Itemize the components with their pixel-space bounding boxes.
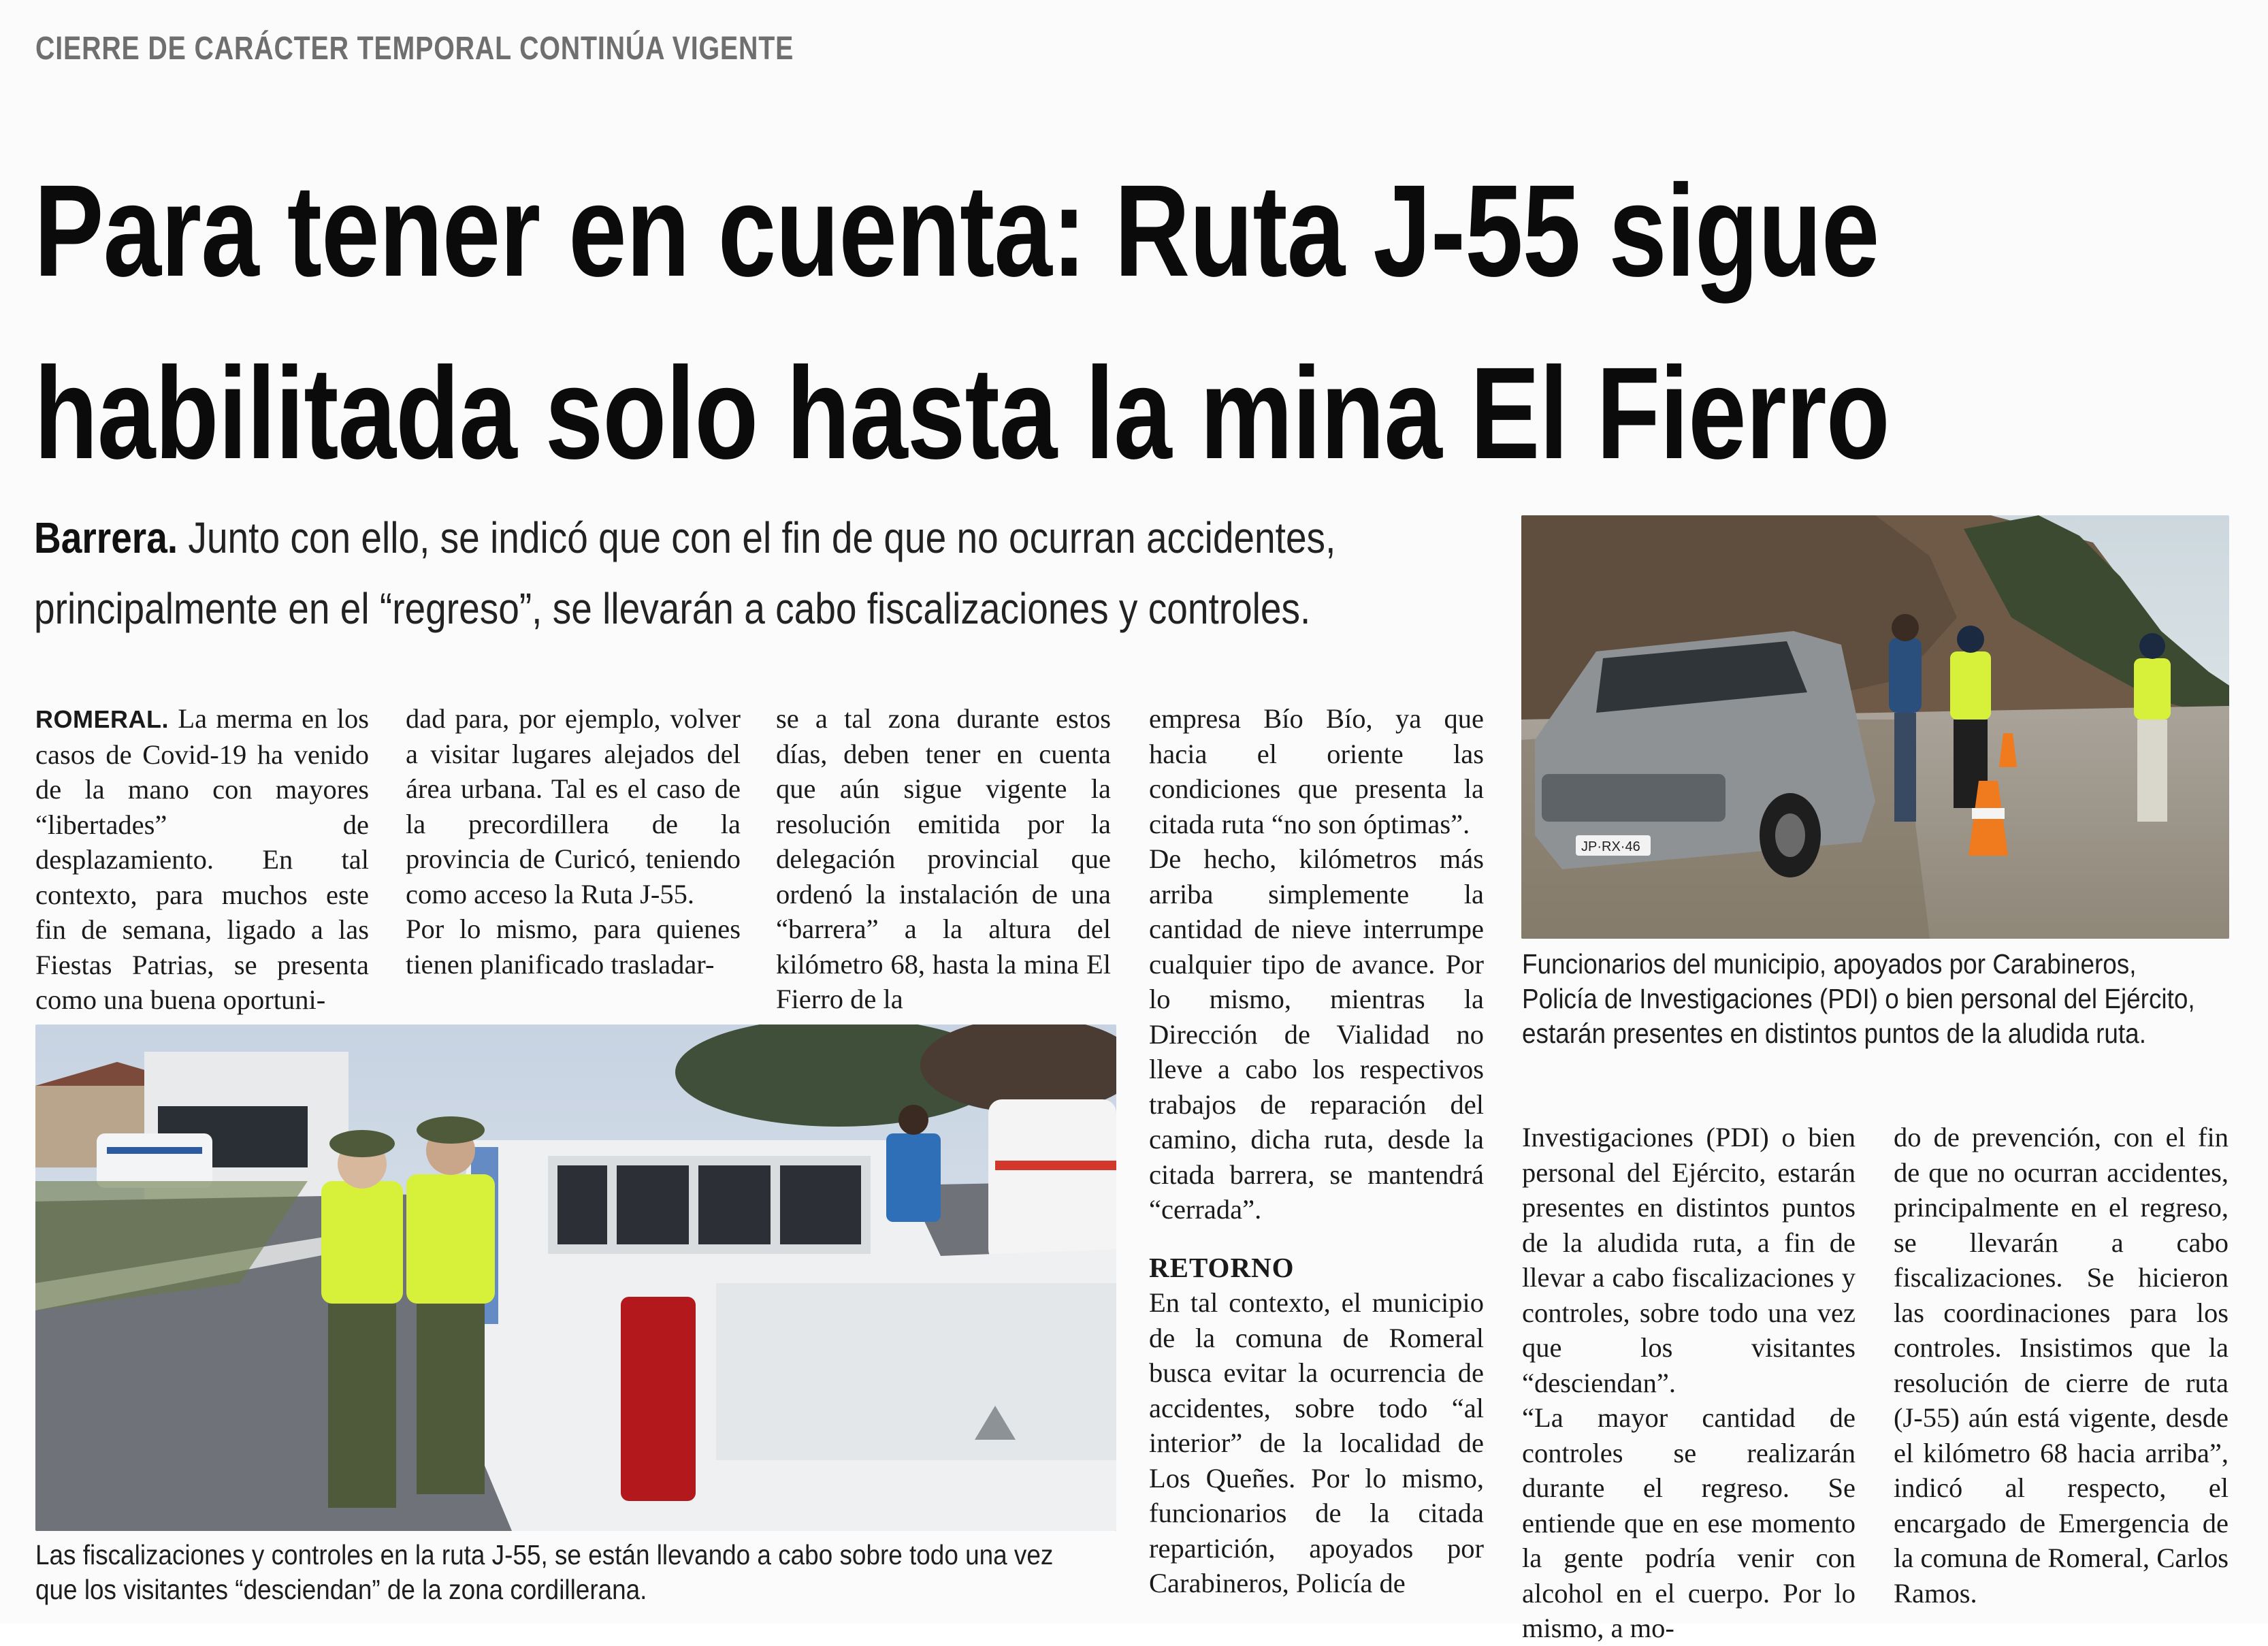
- dateline: ROMERAL.: [35, 705, 169, 733]
- subhead-retorno: RETORNO: [1149, 1251, 1295, 1283]
- column-4-paragraph-2: De hecho, kilómetros más arriba simplemente la cantidad de nieve interrumpe cualquier tipo de avance. Por lo mismo, mientras la Dirección de Vialidad no lleve a cabo los respectivos trabajos de reparación del camino, dicha ruta, desde la citada barrera, se mantendrá “cerrada”.: [1149, 843, 1484, 1225]
- column-4-paragraph-1: empresa Bío Bío, ya que hacia el oriente las condiciones que presenta la citada ruta “no son óptimas”.: [1149, 703, 1484, 839]
- column-1-text: La merma en los casos de Covid-19 ha venido de la mano con mayores “libertades” de desplazamiento. En tal contexto, para muchos este fin de semana, ligado a las Fiestas Patrias, se presenta como una buena oportuni-: [35, 703, 369, 1015]
- caption-left: Las fiscalizaciones y controles en la ruta J-55, se están llevando a cabo sobre todo una vez que los visitantes “desciendan” de la zona cordillerana.: [35, 1539, 1054, 1605]
- body-column-6: [1894, 1120, 2229, 1611]
- photo-checkpoint-left: [35, 1024, 1116, 1531]
- body-column-1: [35, 701, 369, 1018]
- caption-right: Funcionarios del municipio, apoyados por Carabineros, Policía de Investigaciones (PDI) o bien personal del Ejército, estarán presentes en distintos puntos de la aludida ruta.: [1522, 948, 2195, 1049]
- body-column-2: [406, 701, 741, 982]
- body-column-3: [776, 701, 1111, 1017]
- car-plate-text: JP·RX·46: [1581, 839, 1640, 854]
- kicker: CIERRE DE CARÁCTER TEMPORAL CONTINÚA VIGENTE: [35, 31, 794, 67]
- body-column-5: [1522, 1120, 1856, 1646]
- column-2-paragraph-1: dad para, por ejemplo, volver a visitar lugares alejados del área urbana. Tal es el caso de la precordillera de la provincia de Curicó, teniendo como acceso la Ruta J-55.: [406, 703, 741, 909]
- body-column-4: [1149, 701, 1484, 1601]
- column-5-paragraph-1: Investigaciones (PDI) o bien personal del Ejército, estarán presentes en distintos puntos de la aludida ruta, a fin de llevar a cabo fiscalizaciones y controles, sobre todo una vez que los visitantes “desciendan”.: [1522, 1122, 1856, 1398]
- column-3-text: se a tal zona durante estos días, deben tener en cuenta que aún sigue vigente la resolución emitida por la delegación provincial que ordenó la instalación de una “barrera” a la altura del kilómetro 68, hasta la mina El Fierro de la: [776, 703, 1111, 1014]
- headline: [34, 140, 2158, 504]
- photo-checkpoint-illustration: [1521, 515, 2229, 939]
- photo-checkpoint-right: [1521, 515, 2229, 939]
- lead-paragraph: [34, 502, 1533, 644]
- headline-line-1: Para tener en cuenta: Ruta J-55 sigue: [34, 157, 1879, 304]
- column-2-paragraph-2: Por lo mismo, para quienes tienen planificado trasladar-: [406, 914, 741, 980]
- column-6-text: do de prevención, con el fin de que no ocurran accidentes, principalmente en el regreso, se llevarán a cabo fiscalizaciones. Se hicieron las coordinaciones para los controles. Insistimos que la resolución de cierre de ruta (J-55) aún está vigente, desde el kilómetro 68 hacia arriba”, indicó al respecto, el encargado de Emergencia de la comuna de Romeral, Carlos Ramos.: [1894, 1122, 2229, 1609]
- headline-line-2: habilitada solo hasta la mina El Fierro: [34, 340, 1890, 486]
- column-5-paragraph-2: “La mayor cantidad de controles se realizarán durante el regreso. Se entiende que en ese momento la gente podría venir con alcohol en el cuerpo. Por lo mismo, a mo-: [1522, 1402, 1856, 1643]
- photo-inspection-illustration: [35, 1024, 1116, 1531]
- lead-label: Barrera.: [34, 513, 178, 562]
- lead-text: Junto con ello, se indicó que con el fin de que no ocurran accidentes, principalmente en el “regreso”, se llevarán a cabo fiscalizaciones y controles.: [34, 513, 1336, 633]
- column-4-paragraph-3: En tal contexto, el municipio de la comuna de Romeral busca evitar la ocurrencia de accidentes, sobre todo “al interior” de la localidad de Los Queñes. Por lo mismo, funcionarios de la citada repartición, apoyados por Carabineros, Policía de: [1149, 1287, 1484, 1598]
